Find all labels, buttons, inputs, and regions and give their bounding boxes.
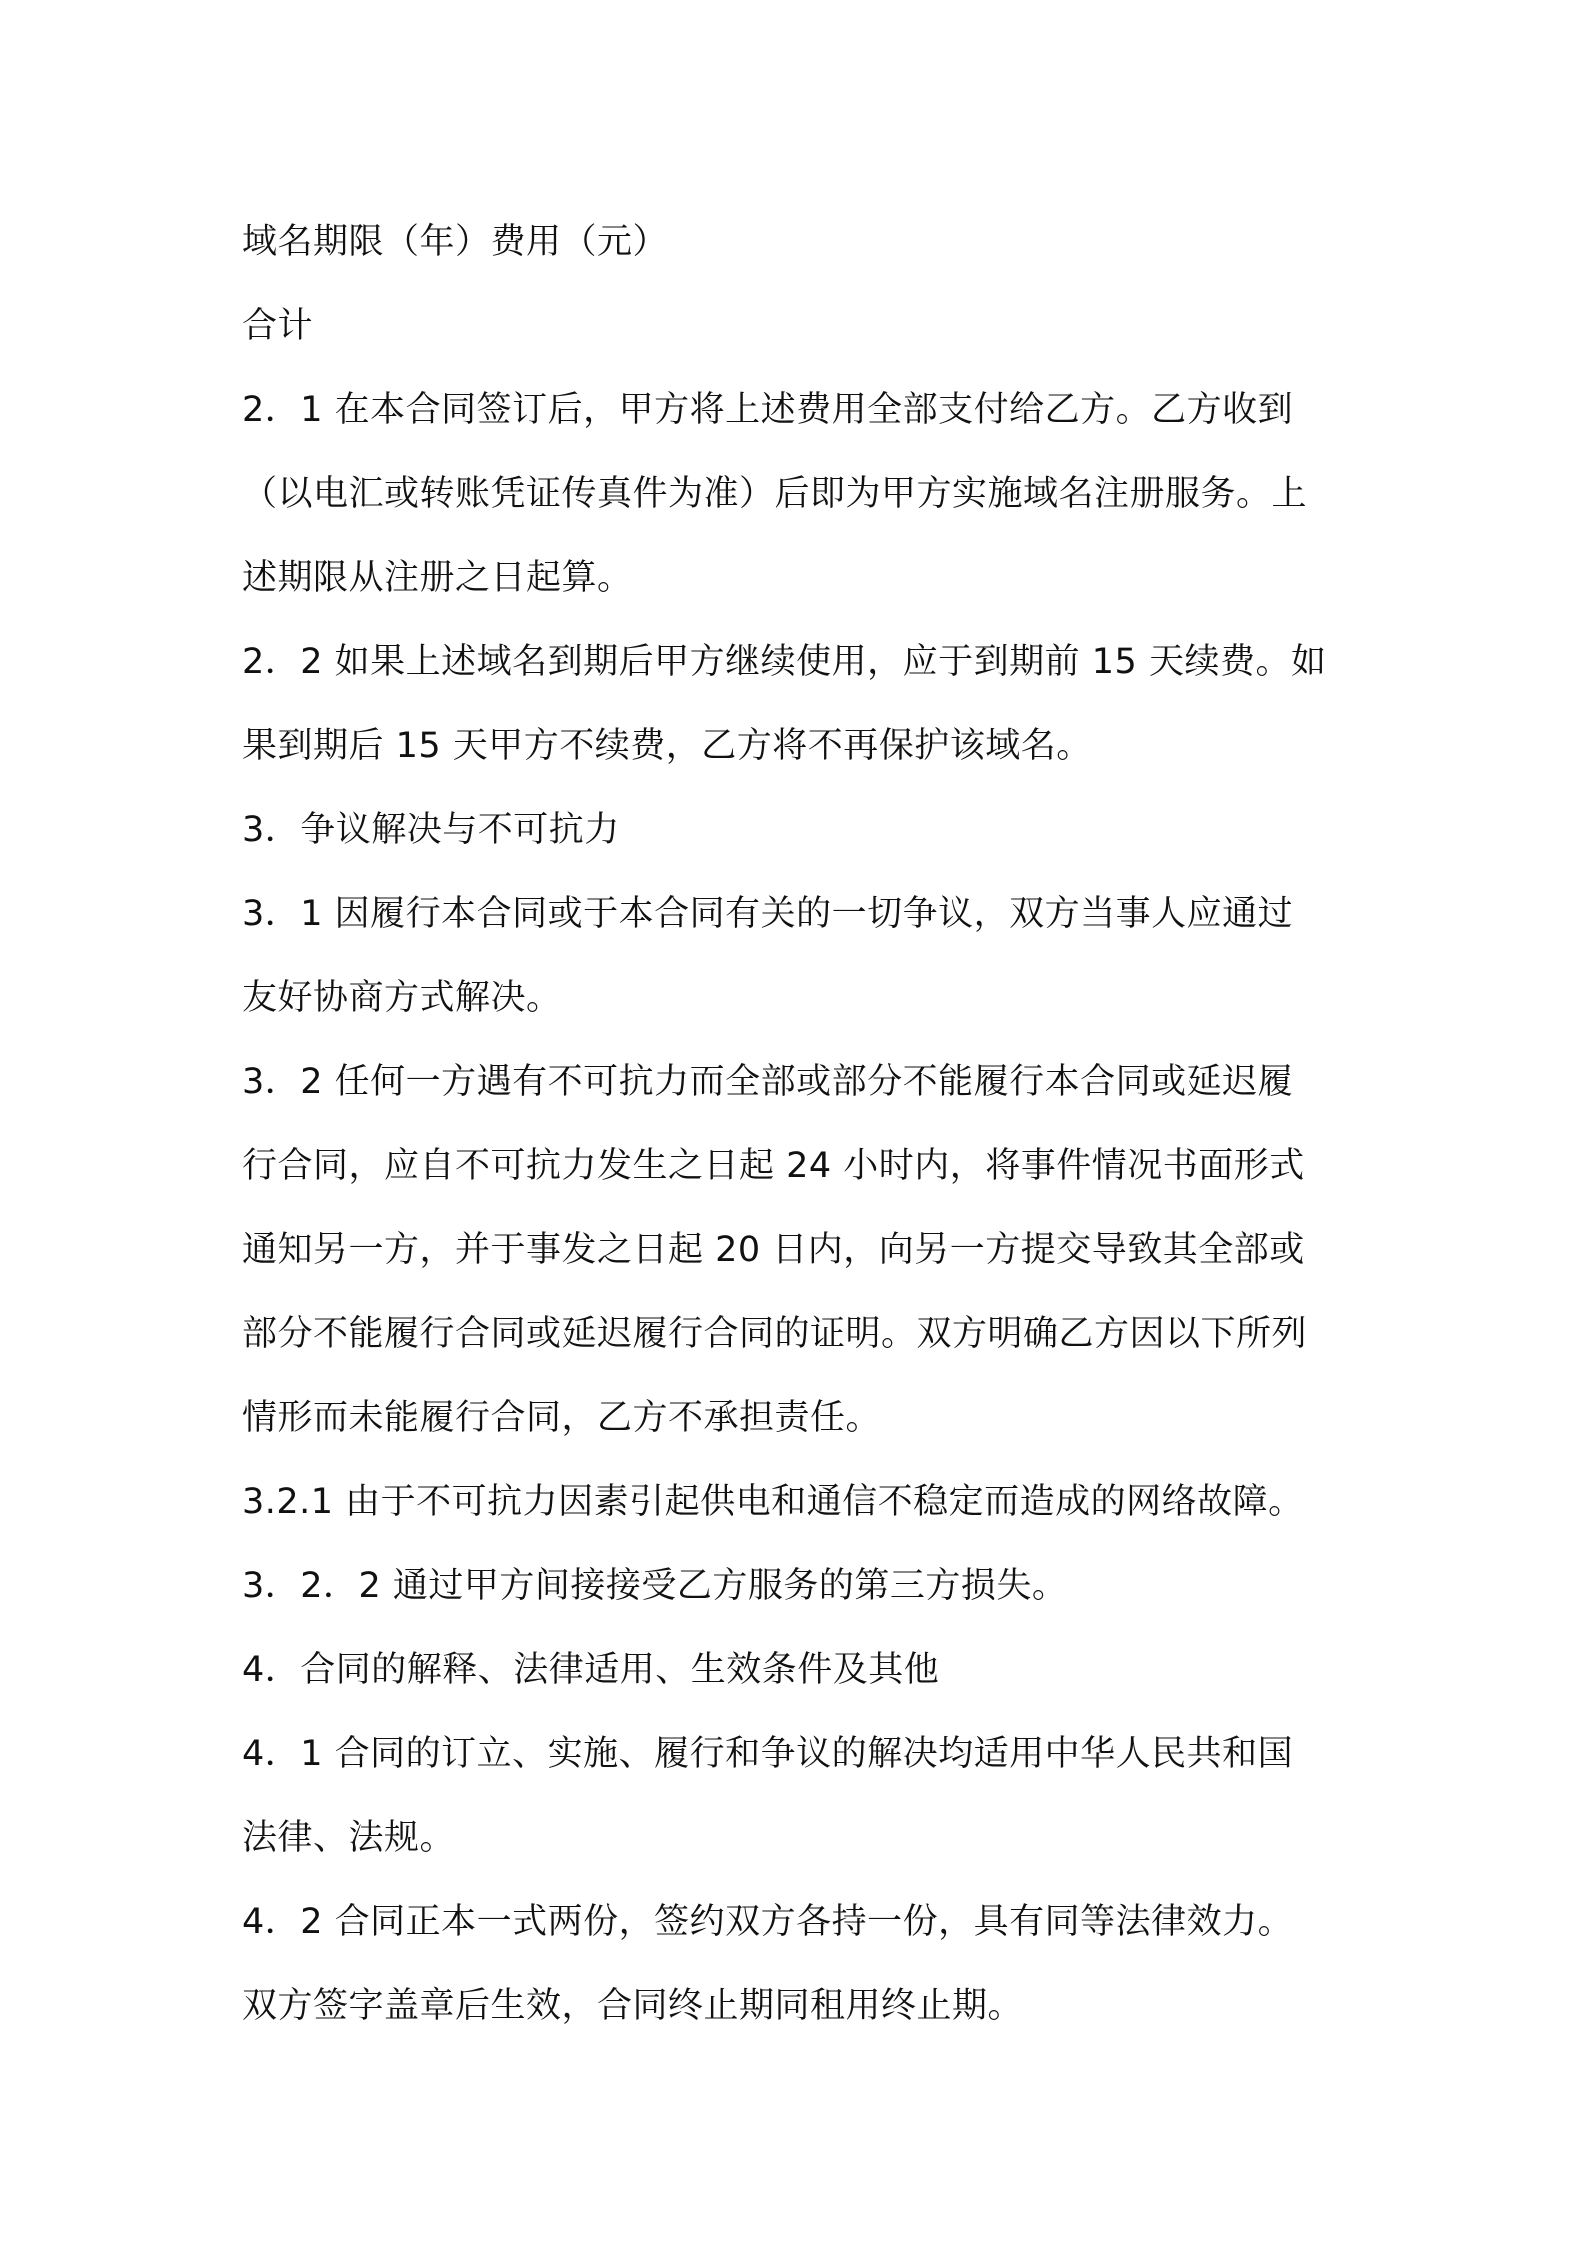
clause-4-2-line-2: 双方签字盖章后生效，合同终止期同租用终止期。 [242,1986,1024,2026]
clause-2-2-line-2: 果到期后 15 天甲方不续费，乙方将不再保护该域名。 [242,726,1092,766]
total-line: 合计 [242,306,314,346]
clause-2-2-line-1: 2．2 如果上述域名到期后甲方继续使用，应于到期前 15 天续费。如 [242,642,1327,682]
clause-4-1-line-2: 法律、法规。 [242,1818,456,1858]
clause-2-1-line-2: （以电汇或转账凭证传真件为准）后即为甲方实施域名注册服务。上 [242,474,1308,514]
clause-4-1-line-1: 4．1 合同的订立、实施、履行和争议的解决均适用中华人民共和国 [242,1734,1294,1774]
clause-2-1-line-3: 述期限从注册之日起算。 [242,558,633,598]
clause-3-2-1-line: 3.2.1 由于不可抗力因素引起供电和通信不稳定而造成的网络故障。 [242,1482,1304,1522]
clause-3-2-line-5: 情形而未能履行合同，乙方不承担责任。 [242,1398,882,1438]
clause-3-2-line-3: 通知另一方，并于事发之日起 20 日内，向另一方提交导致其全部或 [242,1230,1305,1270]
clause-3-1-line-2: 友好协商方式解决。 [242,978,562,1018]
document-body [242,200,1362,2048]
clause-3-2-line-1: 3．2 任何一方遇有不可抗力而全部或部分不能履行本合同或延迟履 [242,1062,1294,1102]
clause-3-2-2-line: 3．2．2 通过甲方间接接受乙方服务的第三方损失。 [242,1566,1068,1606]
section-3-heading: 3．争议解决与不可抗力 [242,810,620,850]
clause-3-1-line-1: 3．1 因履行本合同或于本合同有关的一切争议，双方当事人应通过 [242,894,1294,934]
clause-2-1-line-1: 2．1 在本合同签订后，甲方将上述费用全部支付给乙方。乙方收到 [242,390,1294,430]
clause-3-2-line-2: 行合同，应自不可抗力发生之日起 24 小时内，将事件情况书面形式 [242,1146,1305,1186]
clause-3-2-line-4: 部分不能履行合同或延迟履行合同的证明。双方明确乙方因以下所列 [242,1314,1308,1354]
table-header-line: 域名期限（年）费用（元） [242,222,669,262]
clause-4-2-line-1: 4．2 合同正本一式两份，签约双方各持一份，具有同等法律效力。 [242,1902,1294,1942]
section-4-heading: 4．合同的解释、法律适用、生效条件及其他 [242,1650,940,1690]
